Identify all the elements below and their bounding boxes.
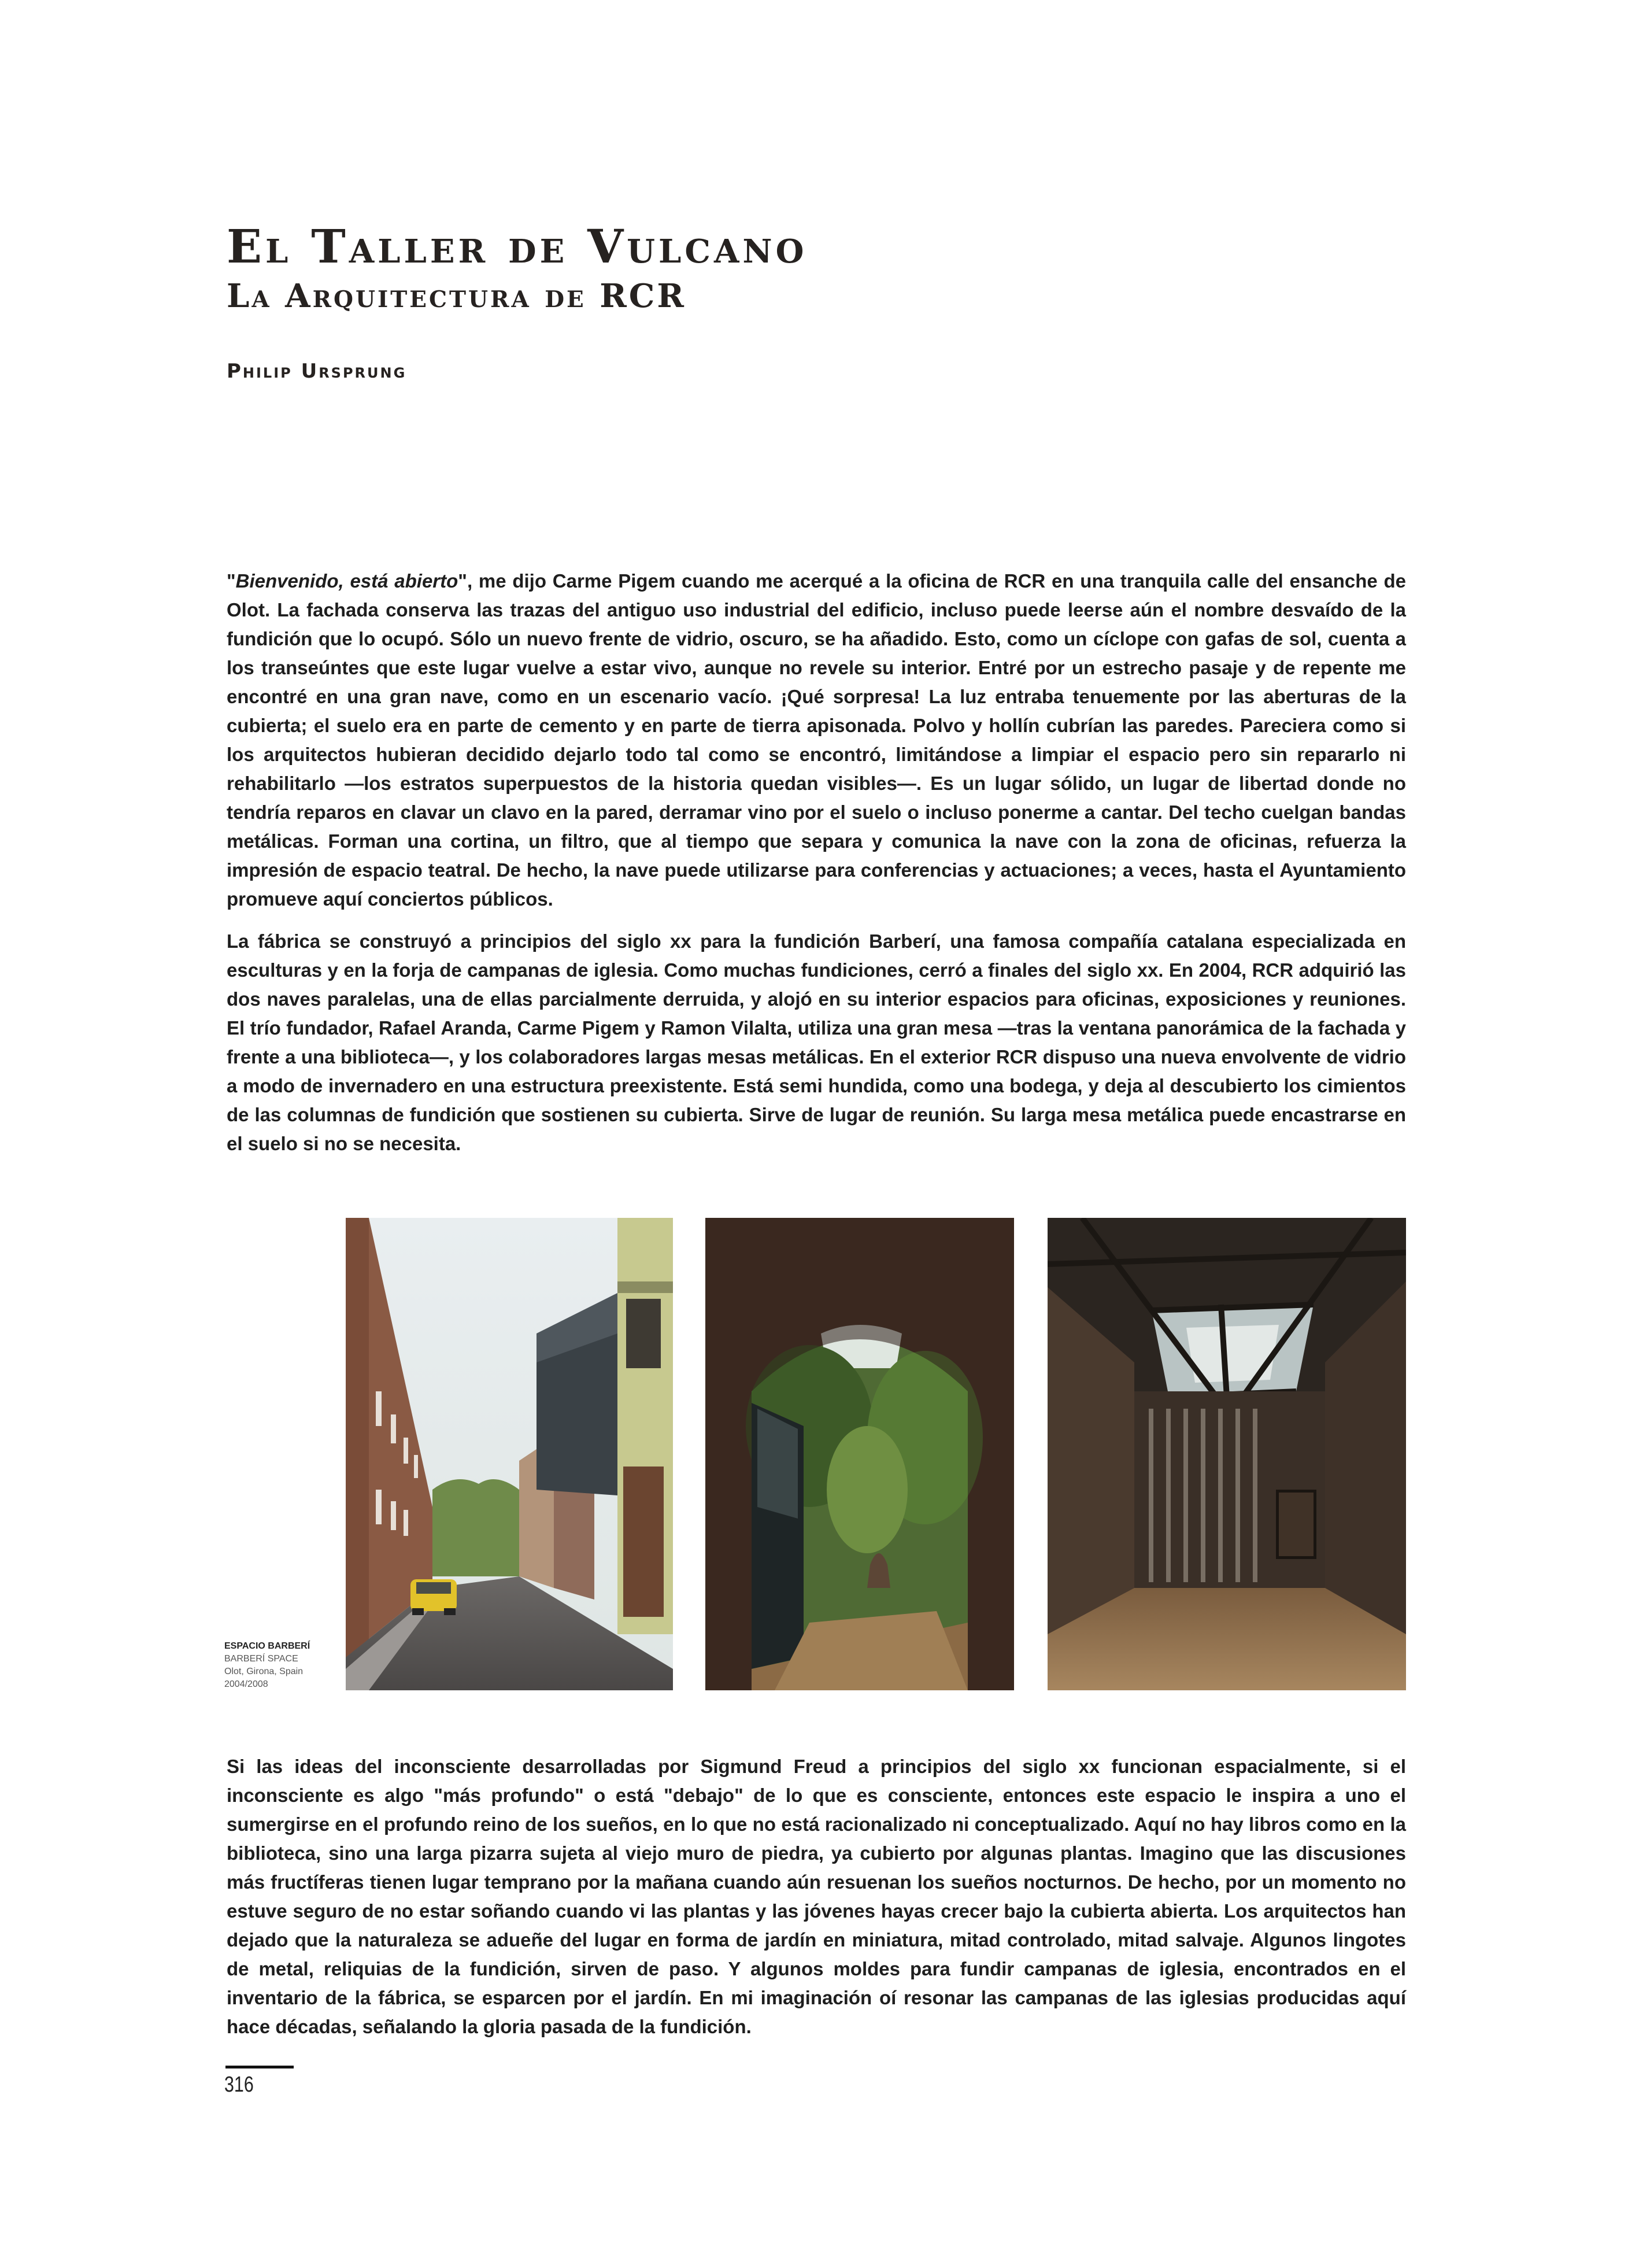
paragraph-3-text: Si las ideas del inconsciente desarrolladas por Sigmund Freud a principios del siglo xx funcionan espacialmente, si el inconsciente es algo "más profundo" o está "debajo" de lo que es consciente, entonces este espacio le inspira a uno el sumergirse en el profundo reino de los sueños, en lo que no está racionalizado ni conceptualizado. Aquí no hay libros como en la biblioteca, sino una larga pizarra sujeta al viejo muro de piedra, ya cubierto por algunas plantas. Imagino que las discusiones más fructíferas tienen lugar temprano por la mañana cuando aún resuenan los sueños nocturnos. De hecho, por un momento no estuve seguro de no estar soñando cuando vi las plantas y las jóvenes hayas crecer bajo la cubierta abierta. Los arquitectos han dejado que la naturaleza se adueñe del lugar en forma de jardín en miniatura, mitad controlado, mitad salvaje. Algunos lingotes de metal, reliquias de la fundición, sirven de paso. Y algunos moldes para fundir campanas de iglesia, encontrados en el inventario de la fábrica, se esparcen por el jardín. En mi imaginación oí resonar las campanas de las iglesias producidas aquí hace décadas, señalando la gloria pasada de la fundición. — [227, 1756, 1406, 2037]
article-title: El Taller de Vulcano — [227, 219, 808, 274]
figure-caption — [224, 1640, 340, 1691]
article-paragraph-3 — [227, 1752, 1406, 2041]
street-facade-photo — [346, 1218, 673, 1690]
article-subtitle: La Arquitectura de RCR — [227, 277, 686, 315]
caption-title: ESPACIO BARBERÍ — [224, 1641, 310, 1651]
paragraph-2-text: La fábrica se construyó a principios del siglo xx para la fundición Barberí, una famosa compañía catalana especializada en esculturas y en la forja de campanas de iglesia. Como muchas fundiciones, cerró a finales del siglo xx. En 2004, RCR adquirió las dos naves paralelas, una de ellas parcialmente derruida, y alojó en su interior espacios para oficinas, exposiciones y reuniones. El trío fundador, Rafael Aranda, Carme Pigem y Ramon Vilalta, utiliza una gran mesa —tras la ventana panorámica de la fachada y frente a una biblioteca—, y los colaboradores largas mesas metálicas. En el exterior RCR dispuso una nueva envolvente de vidrio a modo de invernadero en una estructura preexistente. Está semi hundida, como una bodega, y deja al descubierto los cimientos de las columnas de fundición que sostienen su cubierta. Sirve de lugar de reunión. Su larga mesa metálica puede encastrarse en el suelo si no se necesita. — [227, 930, 1406, 1154]
article-paragraph-2 — [227, 927, 1406, 1158]
caption-location: Olot, Girona, Spain — [224, 1667, 304, 1676]
article-author: Philip Ursprung — [227, 360, 407, 383]
footer-rule — [225, 2066, 294, 2068]
foundry-hall-photo — [1048, 1218, 1406, 1690]
opening-quote-mark: " — [227, 570, 236, 592]
opening-quote: Bienvenido, está abierto — [235, 570, 458, 592]
caption-title-english: BARBERÍ SPACE — [224, 1654, 298, 1664]
caption-years: 2004/2008 — [224, 1679, 268, 1689]
page-number: 316 — [224, 2073, 254, 2097]
article-paragraph-1 — [227, 567, 1406, 914]
paragraph-1-text: ", me dijo Carme Pigem cuando me acerqué a la oficina de RCR en una tranquila calle del ensanche de Olot. La fachada conserva las trazas del antiguo uso industrial del edificio, incluso puede leerse aún el nombre desvaído de la fundición que lo ocupó. Sólo un nuevo frente de vidrio, oscuro, se ha añadido. Esto, como un cíclope con gafas de sol, cuenta a los transeúntes que este lugar vuelve a estar vivo, aunque no revele su interior. Entré por un estrecho pasaje y de repente me encontré en una gran nave, como en un escenario vacío. ¡Qué sorpresa! La luz entraba tenuemente por las aberturas de la cubierta; el suelo era en parte de cemento y en parte de tierra apisonada. Polvo y hollín cubrían las paredes. Pareciera como si los arquitectos hubieran decidido dejarlo todo tal como se encontró, limitándose a limpiar el espacio pero sin repararlo ni rehabilitarlo —los estratos superpuestos de la historia quedan visibles—. Es un lugar sólido, un lugar de libertad donde no tendría reparos en clavar un clavo en la pared, derramar vino por el suelo o incluso ponerme a cantar. Del techo cuelgan bandas metálicas. Forman una cortina, un filtro, que al tiempo que separa y comunica la nave con la zona de oficinas, refuerza la impresión de espacio teatral. De hecho, la nave puede utilizarse para conferencias y actuaciones; a veces, hasta el Ayuntamiento promueve aquí conciertos públicos. — [227, 570, 1406, 910]
courtyard-garden-photo — [705, 1218, 1014, 1690]
